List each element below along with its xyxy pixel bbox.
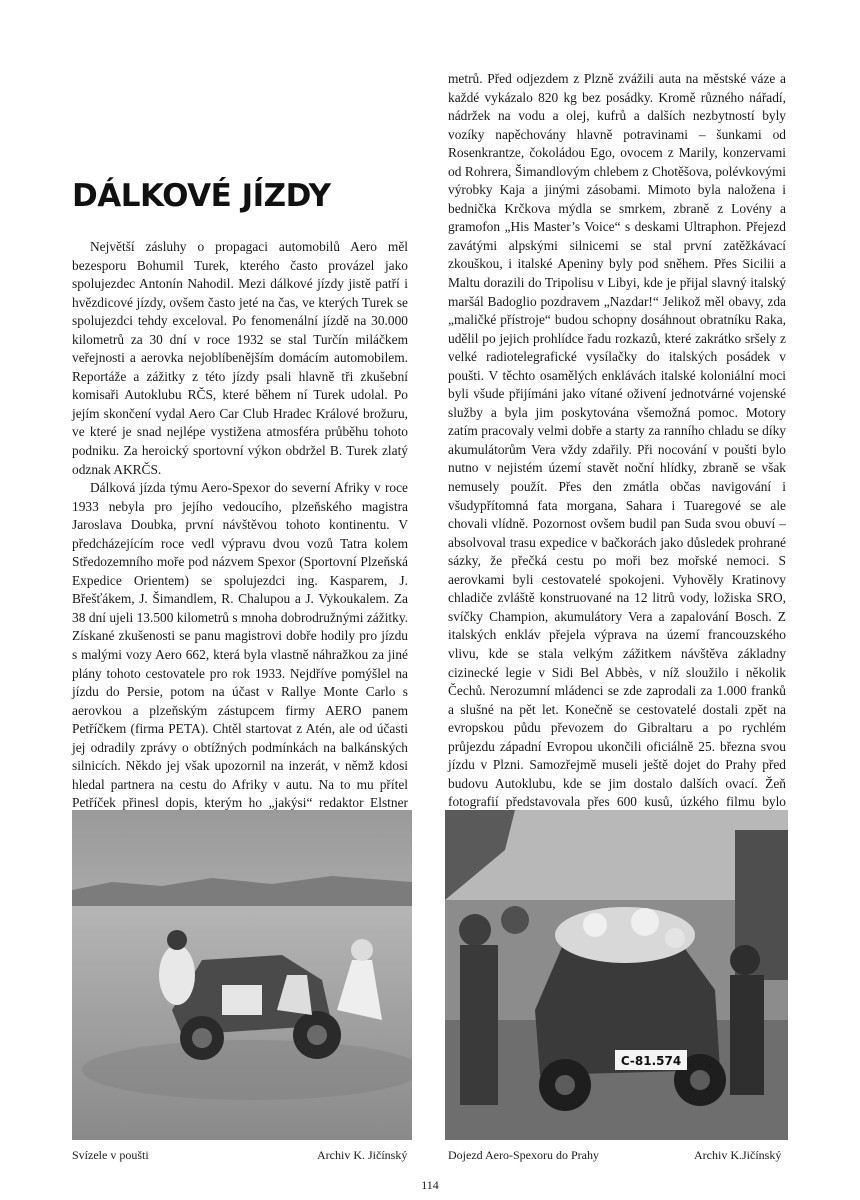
photo-caption-left: Svízele v poušti	[72, 1148, 149, 1162]
photo-desert	[72, 810, 412, 1140]
chapter-title: DÁLKOVÉ JÍZDY	[72, 178, 331, 214]
paragraph: Dálková jízda týmu Aero-Spexor do severní Afriky v roce 1933 nebyla pro jejího vedoucího, plzeňského magistra Jaroslava Doubka, první návštěvou tohoto kontinentu. V předcházejícím roce vedl výpravu dvou vozů Tatra kolem Středozemního moře pod názvem Spexor (Sportovní Plzeňská Expedice Orientem) se spolujezdci ing. Kasparem, J. Břešťákem, J. Šimandlem, R. Chalupou a J. Vykoukalem. Za 38 dní ujeli 13.500 kilometrů s mnoha dobrodružnými zážitky. Získané zkušenosti se panu magistrovi dobře hodily pro jízdu s malými vozy Aero 662, která byla vlastně náhražkou za jiné plány tohoto cestovatele pro rok 1933. Nejdříve pomýšlel na jízdu do Persie, potom na účast v Rallye Monte Carlo s aerovkou a plzeňským zástupcem firmy AERO panem Petříčkem (firma PETA). Chtěl startovat z Atén, ale od účasti jej odradily zprávy o obtížných podmínkách na balkánských silnicích. Někdo jej však upozornil na inzerát, v němž kdosi hledal partnera na cestu do Afriky v autu. Na to mu přítel Petříček přinesl dopis, kterým ho „jakýsi“ redaktor Elstner	[72, 480, 408, 811]
page-number: 114	[421, 1178, 439, 1192]
photo-arrival-prague	[445, 810, 788, 1140]
photo-caption-right: Dojezd Aero-Spexoru do Prahy	[448, 1148, 599, 1162]
desert-photo-image	[72, 810, 412, 1140]
paragraph: Největší zásluhy o propagaci automobilů Aero měl bezesporu Bohumil Turek, kterého často provázel jako spolujezdec Antonín Nahodil. Mezi dálkové jízdy jistě patří i hvězdicové jízdy, ovšem často jeté na čas, ve kterých Turek se spolujezdci tehdy exceloval. Po fenomenální jízdě na 30.000 kilometrů za 30 dní v roce 1932 se stal Turčín miláčkem veřejnosti a aerovka nejoblíbenějším domácím automobilem. Reportáže a zážitky z této jízdy psali hlavně tři zkušební komisaři Autoklubu RČS, které během ní Turek udolal. Po jejím skončení vydal Aero Car Club Hradec Králové brožuru, ve které je snad nejlépe vystižena atmosféra průběhu tohoto podniku. Za heroický sportovní výkon obdržel B. Turek zlatý odznak AKRČS.	[72, 239, 408, 477]
paragraph: metrů. Před odjezdem z Plzně zvážili auta na městské váze a každé vykázalo 820 kg bez posádky. Kromě různého nářadí, nádržek na vodu a olej, kufrů a dalších nezbytností byly vozíky napěchovány hlavně potravinami – šunkami od Rosenkrantze, čokoládou Ego, ovocem z Marily, konzervami od Rohrera, Šimandlovým chlebem z Chotěšova, polévkovými výrobky Kaja a jinými zásobami. Mimoto byla naložena i bednička Krčkova mýdla se smrkem, zbraně z Lovény a gramofon „His Master’s Voice“ s deskami Ultraphon. Přejezd zavátými alpskými silnicemi se stal první zatěžkávací zkouškou, i italské Apeniny byly pod sněhem. Přes Sicilii a Maltu dorazili do Tripolisu v Libyi, kde je přijal slavný italský maršál Badoglio pozdravem „Nazdar!“ Jelikož měl obavy, zda „maličké přístroje“ budou schopny dosáhnout obratníku Raka, udělil po jejich prohlídce řadu rozkazů, které zakrátko sršely z velké radiotelegrafické vysílačky do italských posádek v poušti. V těchto osamělých enklávách italské koloniální moci byli všude přijímáni jako vítané oživení jednotvárné vojenské služby a byla jim poskytována všemožná pomoc. Motory zatím pracovaly velmi dobře a starty za ranního chladu se díky akumulátorům Vera vždy zdařily. Při nocování v poušti bylo nutno v nejistém území stavět noční hlídky, zbraně se však nemusely použít. Přes den zmátla občas navigování i všudypřítomná fata morgana, Sahara i Tuaregové se ale chovali vlídně. Pozornost ovšem budil pan Suda svou obuví – absolvoval trasu expedice v bačkorách jako důsledek prohrané sázky, že přečká cestu po moři bez mořské nemoci. S aerovkami byli cestovatelé spokojeni. Vyhověly Kratinovy chladiče zvláště konstruované na 12 litrů vody, ložiska SRO, svíčky Champion, akumulátory Vera a zapalování Bosch. Z italských enkláv přejela výprava na území francouzského vlivu, kde se stala velkým zážitkem návštěva základny cizinecké legie v Sidi Bel Abbès, v níž sloužilo i několik Čechů. Nerozumní mládenci se zde zaprodali za 1.000 franků a slušné na pět let. Konečně se cestovatelé dostali zpět na evropskou půdu převozem do Gibraltaru a po rychlém průjezdu západní Evropou ukončili oficiálně 25. března svou jízdu v Plzni. Samozřejmě museli ještě dojet do Prahy před budovu Autoklubu, kde se jim dostalo dalších ovací. Žeň fotografií představovala přes 600 kusů, úzkého filmu bylo	[448, 71, 786, 810]
photo-credit-left: Archiv K. Jičínský	[317, 1148, 408, 1162]
photo-credit-right: Archiv K.Jičínský	[694, 1148, 782, 1162]
license-plate-text: C-81.574	[620, 1054, 682, 1068]
arrival-photo-image	[445, 810, 788, 1140]
